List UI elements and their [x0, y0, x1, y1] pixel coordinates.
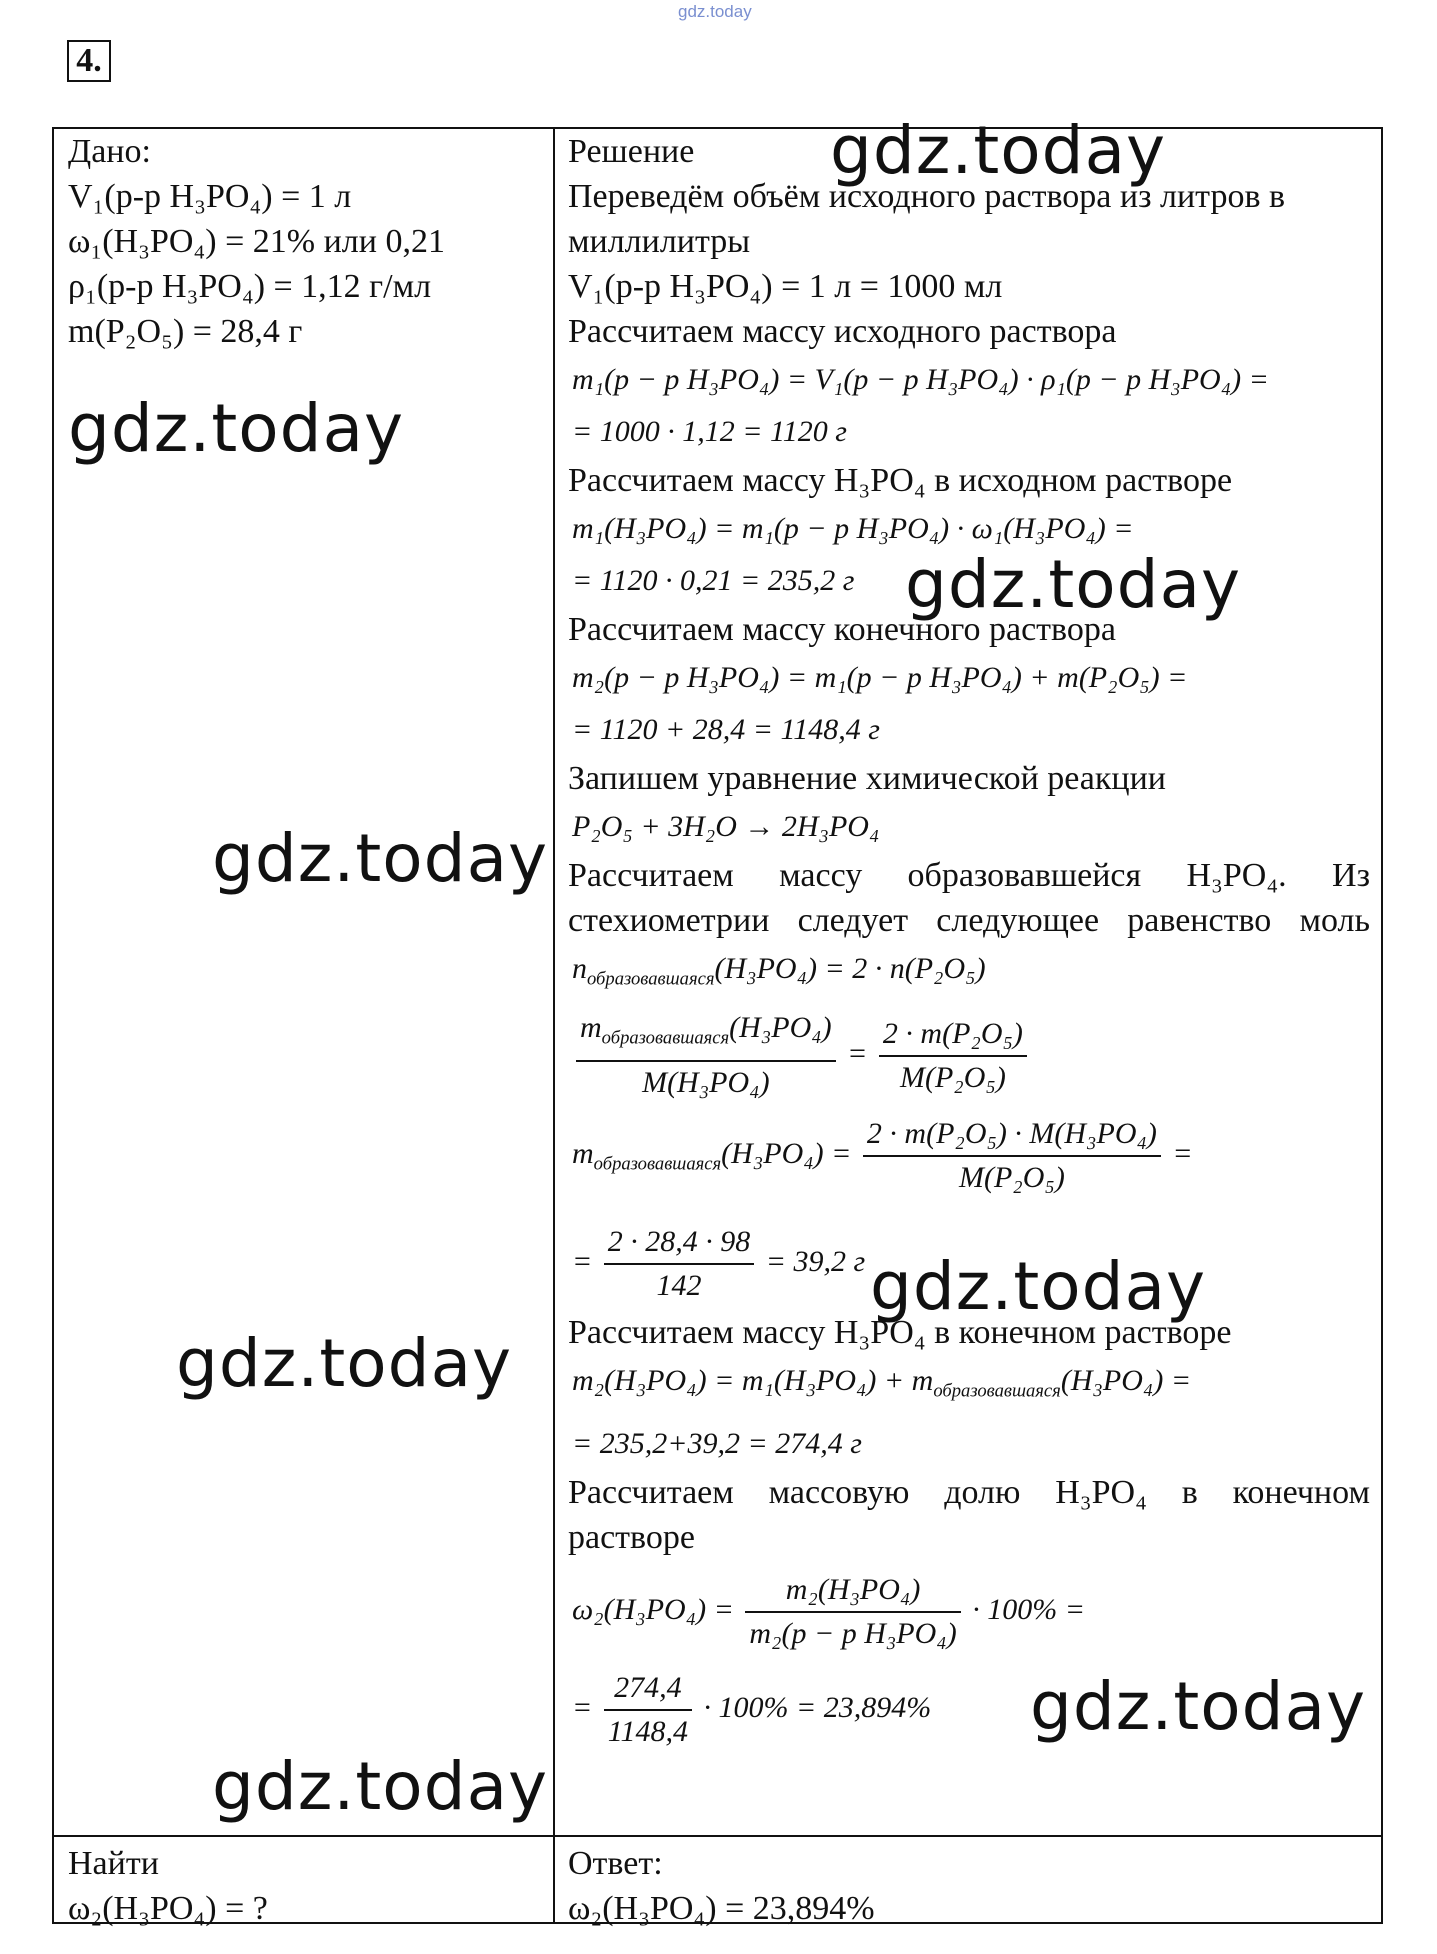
formula [568, 1104, 1370, 1215]
find-label: Найти [68, 1845, 159, 1882]
solution-text: Переведём объём исходного раствора из литров в миллилитры [568, 178, 1286, 260]
formula-part: · 100% = 23,894% [703, 1690, 932, 1724]
watermark: gdz.today [905, 546, 1242, 623]
formula-part: = 39,2 г [765, 1245, 866, 1279]
fraction-denominator: m₂(p − p H₃PO₄) [749, 1616, 957, 1650]
fraction-denominator: M(H₃PO₄) [642, 1065, 770, 1099]
fraction-numerator: 2 · m(P₂O₅) [879, 1013, 1027, 1057]
formula: m₁(p − p H₃PO₄) = V₁(p − p H₃PO₄) · ρ₁(p − p H₃PO₄) = [572, 363, 1269, 396]
fraction-numerator: m₂(H₃PO₄) [745, 1569, 960, 1613]
watermark: gdz.today [176, 1325, 513, 1402]
find-cell [68, 1841, 548, 1931]
formula-subscript: образовавшаяся [601, 1027, 730, 1049]
solution-text: Рассчитаем массовую долю H₃PO₄ в конечном растворе [568, 1473, 1370, 1556]
formula [568, 1560, 1370, 1660]
formula-subscript: образовавшаяся [933, 1380, 1061, 1402]
given-cell [68, 129, 548, 354]
watermark: gdz.today [1030, 1668, 1367, 1745]
solution-text: Рассчитаем массу конечного раствора [568, 611, 1116, 648]
fraction [863, 1113, 1161, 1199]
watermark: gdz.today [870, 1248, 1207, 1325]
formula-part: n [572, 952, 587, 985]
fraction [879, 1013, 1027, 1099]
solution-text: Рассчитаем массу образовавшейся H₃PO₄. Из стехиометрии следует следующее равенство моль [568, 857, 1370, 939]
formula-part: (H₃PO₄) = 2 · n(P₂O₅) [714, 952, 986, 985]
fraction-numerator [576, 1007, 836, 1062]
given-line: m(P₂O₅) = 28,4 г [68, 313, 303, 350]
column-divider [553, 129, 555, 1922]
formula [568, 1006, 1370, 1104]
formula-part: · 100% = [972, 1592, 1085, 1626]
given-line: V₁(р-р H₃PO₄) = 1 л [68, 178, 352, 215]
watermark: gdz.today [212, 1748, 549, 1825]
solution-heading: Решение [568, 133, 695, 170]
watermark: gdz.today [212, 820, 549, 897]
given-line: ρ₁(р-р H₃PO₄) = 1,12 г/мл [68, 268, 432, 305]
fraction-numerator: 274,4 [604, 1667, 692, 1711]
fraction-denominator: 1148,4 [607, 1714, 689, 1748]
fraction-denominator: 142 [656, 1269, 702, 1303]
watermark: gdz.today [68, 390, 405, 467]
formula-subscript: образовавшаяся [593, 1153, 722, 1175]
fraction-denominator: M(P₂O₅) [900, 1060, 1006, 1094]
formula: = 1120 · 0,21 = 235,2 г [572, 564, 855, 597]
fraction [576, 1007, 836, 1104]
row-divider [54, 1835, 1381, 1837]
fraction [745, 1569, 960, 1655]
formula-part: (H₃PO₄) = [1060, 1364, 1192, 1398]
fraction-numerator: 2 · 28,4 · 98 [604, 1221, 755, 1265]
fraction-numerator: 2 · m(P₂O₅) · M(H₃PO₄) [863, 1113, 1161, 1157]
solution-text: Рассчитаем массу H₃PO₄ в исходном растворе [568, 462, 1233, 499]
task-number: 4. [67, 40, 111, 82]
formula [568, 943, 1370, 1006]
formula: m₂(p − p H₃PO₄) = m₁(p − p H₃PO₄) + m(P₂O₅) = [572, 661, 1188, 694]
solution-text: Запишем уравнение химической реакции [568, 760, 1166, 797]
solution-text: Рассчитаем массу H₃PO₄ в конечном растворе [568, 1314, 1232, 1352]
formula-part: = [847, 1036, 868, 1070]
formula-part: = [1172, 1136, 1193, 1170]
given-label: Дано: [68, 133, 151, 170]
answer-cell [568, 1841, 1368, 1931]
fraction [604, 1667, 692, 1753]
solution-text: V₁(р-р H₃PO₄) = 1 л = 1000 мл [568, 268, 1003, 305]
formula-part: = [572, 1245, 593, 1279]
formula [568, 1355, 1370, 1418]
formula-part: (H₃PO₄) = [721, 1136, 852, 1170]
answer-value: ω₂(H₃PO₄) = 23,894% [568, 1890, 875, 1927]
formula: m₁(H₃PO₄) = m₁(p − p H₃PO₄) · ω₁(H₃PO₄) = [572, 512, 1134, 545]
solution-text: Рассчитаем массу исходного раствора [568, 313, 1117, 350]
given-line: ω₁(H₃PO₄) = 21% или 0,21 [68, 223, 445, 260]
formula-part: m₂(H₃PO₄) = m₁(H₃PO₄) + m [572, 1364, 934, 1398]
formula: = 235,2+39,2 = 274,4 г [572, 1426, 862, 1460]
watermark: gdz.today [830, 112, 1167, 189]
fraction [604, 1221, 755, 1307]
site-tag: gdz.today [678, 2, 752, 21]
formula-part: (H₃PO₄) [729, 1011, 832, 1045]
formula: = 1000 · 1,12 = 1120 г [572, 415, 847, 448]
reaction-equation: P₂O₅ + 3H₂O → 2H₃PO₄ [572, 810, 880, 843]
answer-label: Ответ: [568, 1845, 663, 1882]
formula-part: = [572, 1690, 593, 1724]
formula: = 1120 + 28,4 = 1148,4 г [572, 713, 880, 746]
formula-subscript: образовавшаяся [587, 968, 715, 990]
fraction-denominator: M(P₂O₅) [959, 1160, 1065, 1194]
find-value: ω₂(H₃PO₄) = ? [68, 1890, 268, 1927]
formula-part: ω₂(H₃PO₄) = [572, 1592, 734, 1626]
solution-cell [568, 129, 1370, 1756]
formula-part: m [572, 1136, 594, 1170]
formula-part: m [580, 1011, 602, 1045]
